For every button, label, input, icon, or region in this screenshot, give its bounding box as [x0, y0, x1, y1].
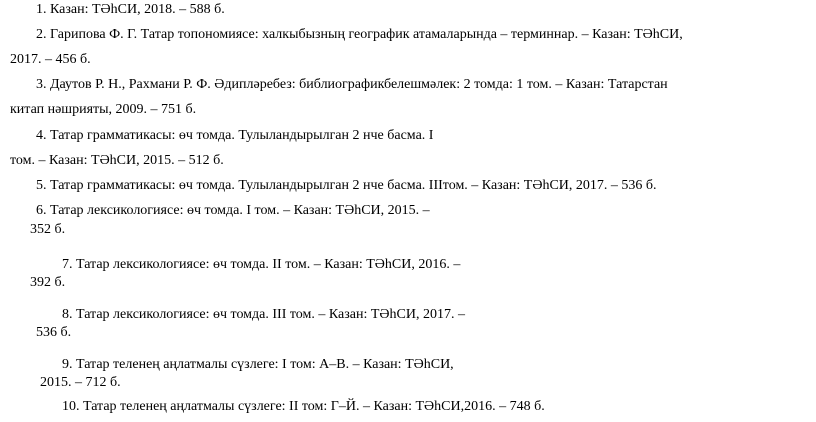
bibliography-entry-2-line-1: 2. Гарипова Ф. Г. Татар топономиясе: халкыбызның географик атамаларында – терминнар. – Казан: ТӘһСИ, — [36, 27, 683, 42]
bibliography-entry-4-line-1: 4. Татар грамматикасы: өч томда. Тулыландырылган 2 нче басма. I — [36, 128, 434, 143]
bibliography-entry-1-line-1: 1. Казан: ТӘһСИ, 2018. – 588 б. — [36, 2, 225, 17]
bibliography-entry-4-line-2: том. – Казан: ТӘһСИ, 2015. – 512 б. — [10, 153, 224, 168]
bibliography-entry-8-line-2: 536 б. — [36, 325, 72, 340]
bibliography-entry-5-line-1: 5. Татар грамматикасы: өч томда. Тулыландырылган 2 нче басма. IIIтом. – Казан: ТӘһСИ, 2017. – 536 б. — [36, 178, 657, 193]
bibliography-entry-6-line-2: 352 б. — [30, 222, 66, 237]
bibliography-entry-3-line-1: 3. Даутов Р. Н., Рахмани Р. Ф. Әдипләребез: библиографикбелешмәлек: 2 томда: 1 том. – Казан: Татарстан — [36, 77, 668, 92]
bibliography-entry-7-line-2: 392 б. — [30, 275, 66, 290]
bibliography-entry-3-line-2: китап нәшрияты, 2009. – 751 б. — [10, 102, 197, 117]
bibliography-entry-2-line-2: 2017. – 456 б. — [10, 52, 91, 67]
bibliography-entry-9-line-2: 2015. – 712 б. — [40, 375, 121, 390]
bibliography-entry-9-line-1: 9. Татар теленең аңлатмалы сүзлеге: I том: А–В. – Казан: ТӘһСИ, — [62, 357, 454, 372]
bibliography-entry-8-line-1: 8. Татар лексикологиясе: өч томда. III том. – Казан: ТӘһСИ, 2017. – — [62, 307, 465, 322]
bibliography-entry-7-line-1: 7. Татар лексикологиясе: өч томда. II том. – Казан: ТӘһСИ, 2016. – — [62, 257, 461, 272]
bibliography-entry-10-line-1: 10. Татар теленең аңлатмалы сүзлеге: II том: Г–Й. – Казан: ТӘһСИ,2016. – 748 б. — [62, 399, 545, 414]
bibliography-entry-6-line-1: 6. Татар лексикологиясе: өч томда. I том. – Казан: ТӘһСИ, 2015. – — [36, 203, 430, 218]
